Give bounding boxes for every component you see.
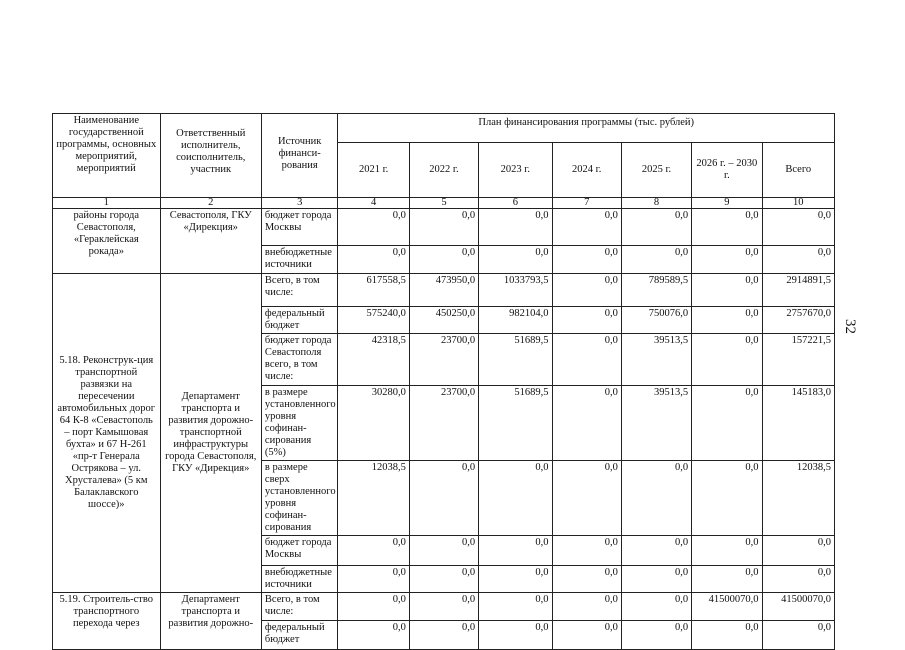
column-number: 2: [160, 198, 261, 209]
responsible-executor: Департамент транспорта и развития дорожно-транспортной инфраструктуры города Севастополя, ГКУ «Дирекция»: [160, 274, 261, 593]
column-number: 9: [692, 198, 762, 209]
amount-cell: 0,0: [552, 386, 621, 461]
amount-cell: 51689,5: [479, 386, 552, 461]
amount-cell: 42318,5: [338, 334, 409, 386]
header-year: 2024 г.: [552, 143, 621, 198]
amount-cell: 0,0: [479, 566, 552, 593]
header-year: 2023 г.: [479, 143, 552, 198]
amount-cell: 0,0: [338, 536, 409, 566]
amount-cell: 473950,0: [409, 274, 478, 307]
amount-cell: 41500070,0: [692, 593, 762, 621]
funding-source: федеральный бюджет: [261, 621, 338, 650]
amount-cell: 0,0: [479, 621, 552, 650]
amount-cell: 0,0: [762, 246, 835, 274]
amount-cell: 0,0: [621, 246, 691, 274]
funding-source: Всего, в том числе:: [261, 274, 338, 307]
column-number: 4: [338, 198, 409, 209]
amount-cell: 0,0: [762, 621, 835, 650]
amount-cell: 0,0: [552, 536, 621, 566]
amount-cell: 23700,0: [409, 334, 478, 386]
amount-cell: 0,0: [552, 593, 621, 621]
amount-cell: 51689,5: [479, 334, 552, 386]
funding-source: внебюджетные источники: [261, 246, 338, 274]
amount-cell: 0,0: [621, 593, 691, 621]
header-executor: Ответственный исполнитель, соисполнитель, участник: [160, 114, 261, 198]
column-number: 8: [621, 198, 691, 209]
amount-cell: 0,0: [692, 334, 762, 386]
amount-cell: 41500070,0: [762, 593, 835, 621]
amount-cell: 0,0: [409, 536, 478, 566]
amount-cell: 39513,5: [621, 386, 691, 461]
amount-cell: 982104,0: [479, 307, 552, 334]
amount-cell: 0,0: [552, 274, 621, 307]
measure-name: 5.19. Строитель-ство транспортного перехода через: [53, 593, 161, 650]
amount-cell: 0,0: [692, 307, 762, 334]
amount-cell: 2757670,0: [762, 307, 835, 334]
amount-cell: 0,0: [479, 536, 552, 566]
amount-cell: 0,0: [338, 593, 409, 621]
amount-cell: 0,0: [409, 246, 478, 274]
page-number: 32: [842, 319, 858, 334]
amount-cell: 0,0: [552, 209, 621, 246]
column-number: 3: [261, 198, 338, 209]
amount-cell: 0,0: [692, 274, 762, 307]
column-number: 1: [53, 198, 161, 209]
header-source: Источник финанси-рования: [261, 114, 338, 198]
amount-cell: 145183,0: [762, 386, 835, 461]
amount-cell: 0,0: [338, 566, 409, 593]
amount-cell: 12038,5: [338, 461, 409, 536]
amount-cell: 450250,0: [409, 307, 478, 334]
amount-cell: 0,0: [692, 209, 762, 246]
header-year: 2025 г.: [621, 143, 691, 198]
funding-source: в размере установленного уровня софинан-сирования (5%): [261, 386, 338, 461]
funding-source: бюджет города Москвы: [261, 536, 338, 566]
amount-cell: 617558,5: [338, 274, 409, 307]
amount-cell: 0,0: [552, 246, 621, 274]
financing-table: [52, 113, 835, 650]
amount-cell: 1033793,5: [479, 274, 552, 307]
amount-cell: 0,0: [621, 566, 691, 593]
table-row: [53, 274, 835, 307]
amount-cell: 0,0: [552, 566, 621, 593]
column-number: 7: [552, 198, 621, 209]
amount-cell: 0,0: [552, 334, 621, 386]
amount-cell: 0,0: [621, 536, 691, 566]
amount-cell: 157221,5: [762, 334, 835, 386]
funding-source: федеральный бюджет: [261, 307, 338, 334]
amount-cell: 0,0: [692, 461, 762, 536]
funding-source: в размере сверх установленного уровня софинан-сирования: [261, 461, 338, 536]
amount-cell: 30280,0: [338, 386, 409, 461]
amount-cell: 0,0: [621, 461, 691, 536]
header-year: Всего: [762, 143, 835, 198]
amount-cell: 0,0: [338, 621, 409, 650]
amount-cell: 0,0: [552, 461, 621, 536]
amount-cell: 0,0: [338, 246, 409, 274]
funding-source: внебюджетные источники: [261, 566, 338, 593]
amount-cell: 39513,5: [621, 334, 691, 386]
amount-cell: 23700,0: [409, 386, 478, 461]
funding-source: бюджет города Москвы: [261, 209, 338, 246]
amount-cell: 0,0: [762, 209, 835, 246]
measure-name: районы города Севастополя, «Гераклейская рокада»: [53, 209, 161, 274]
table-row: [53, 593, 835, 621]
amount-cell: 0,0: [409, 461, 478, 536]
funding-source: Всего, в том числе:: [261, 593, 338, 621]
table-row: [53, 209, 835, 246]
column-number: 10: [762, 198, 835, 209]
header-year: 2021 г.: [338, 143, 409, 198]
amount-cell: 0,0: [552, 621, 621, 650]
amount-cell: 0,0: [409, 566, 478, 593]
amount-cell: 0,0: [692, 246, 762, 274]
amount-cell: 0,0: [621, 621, 691, 650]
amount-cell: 0,0: [479, 209, 552, 246]
amount-cell: 789589,5: [621, 274, 691, 307]
amount-cell: 0,0: [692, 386, 762, 461]
amount-cell: 0,0: [762, 566, 835, 593]
funding-source: бюджет города Севастополя всего, в том числе:: [261, 334, 338, 386]
header-plan: План финансирования программы (тыс. рублей): [338, 114, 835, 143]
header-year: 2022 г.: [409, 143, 478, 198]
column-number: 5: [409, 198, 478, 209]
amount-cell: 750076,0: [621, 307, 691, 334]
responsible-executor: Севастополя, ГКУ «Дирекция»: [160, 209, 261, 274]
amount-cell: 0,0: [479, 461, 552, 536]
column-number: 6: [479, 198, 552, 209]
header-name: Наименование государственной программы, основных мероприятий, мероприятий: [53, 114, 161, 198]
amount-cell: 0,0: [479, 593, 552, 621]
amount-cell: 12038,5: [762, 461, 835, 536]
amount-cell: 2914891,5: [762, 274, 835, 307]
amount-cell: 0,0: [692, 621, 762, 650]
amount-cell: 0,0: [692, 566, 762, 593]
amount-cell: 0,0: [338, 209, 409, 246]
amount-cell: 0,0: [621, 209, 691, 246]
header-year: 2026 г. – 2030 г.: [692, 143, 762, 198]
amount-cell: 0,0: [692, 536, 762, 566]
responsible-executor: Департамент транспорта и развития дорожно-: [160, 593, 261, 650]
amount-cell: 0,0: [409, 621, 478, 650]
amount-cell: 0,0: [409, 593, 478, 621]
amount-cell: 575240,0: [338, 307, 409, 334]
amount-cell: 0,0: [479, 246, 552, 274]
amount-cell: 0,0: [552, 307, 621, 334]
amount-cell: 0,0: [409, 209, 478, 246]
amount-cell: 0,0: [762, 536, 835, 566]
measure-name: 5.18. Реконструк-ция транспортной развязки на пересечении автомобильных дорог 64 К-8 «Севастополь – порт Камышовая бухта» и 67 Н-261 «пр-т Генерала Острякова – ул. Хрусталева» (5 км Балаклавского шоссе)»: [53, 274, 161, 593]
